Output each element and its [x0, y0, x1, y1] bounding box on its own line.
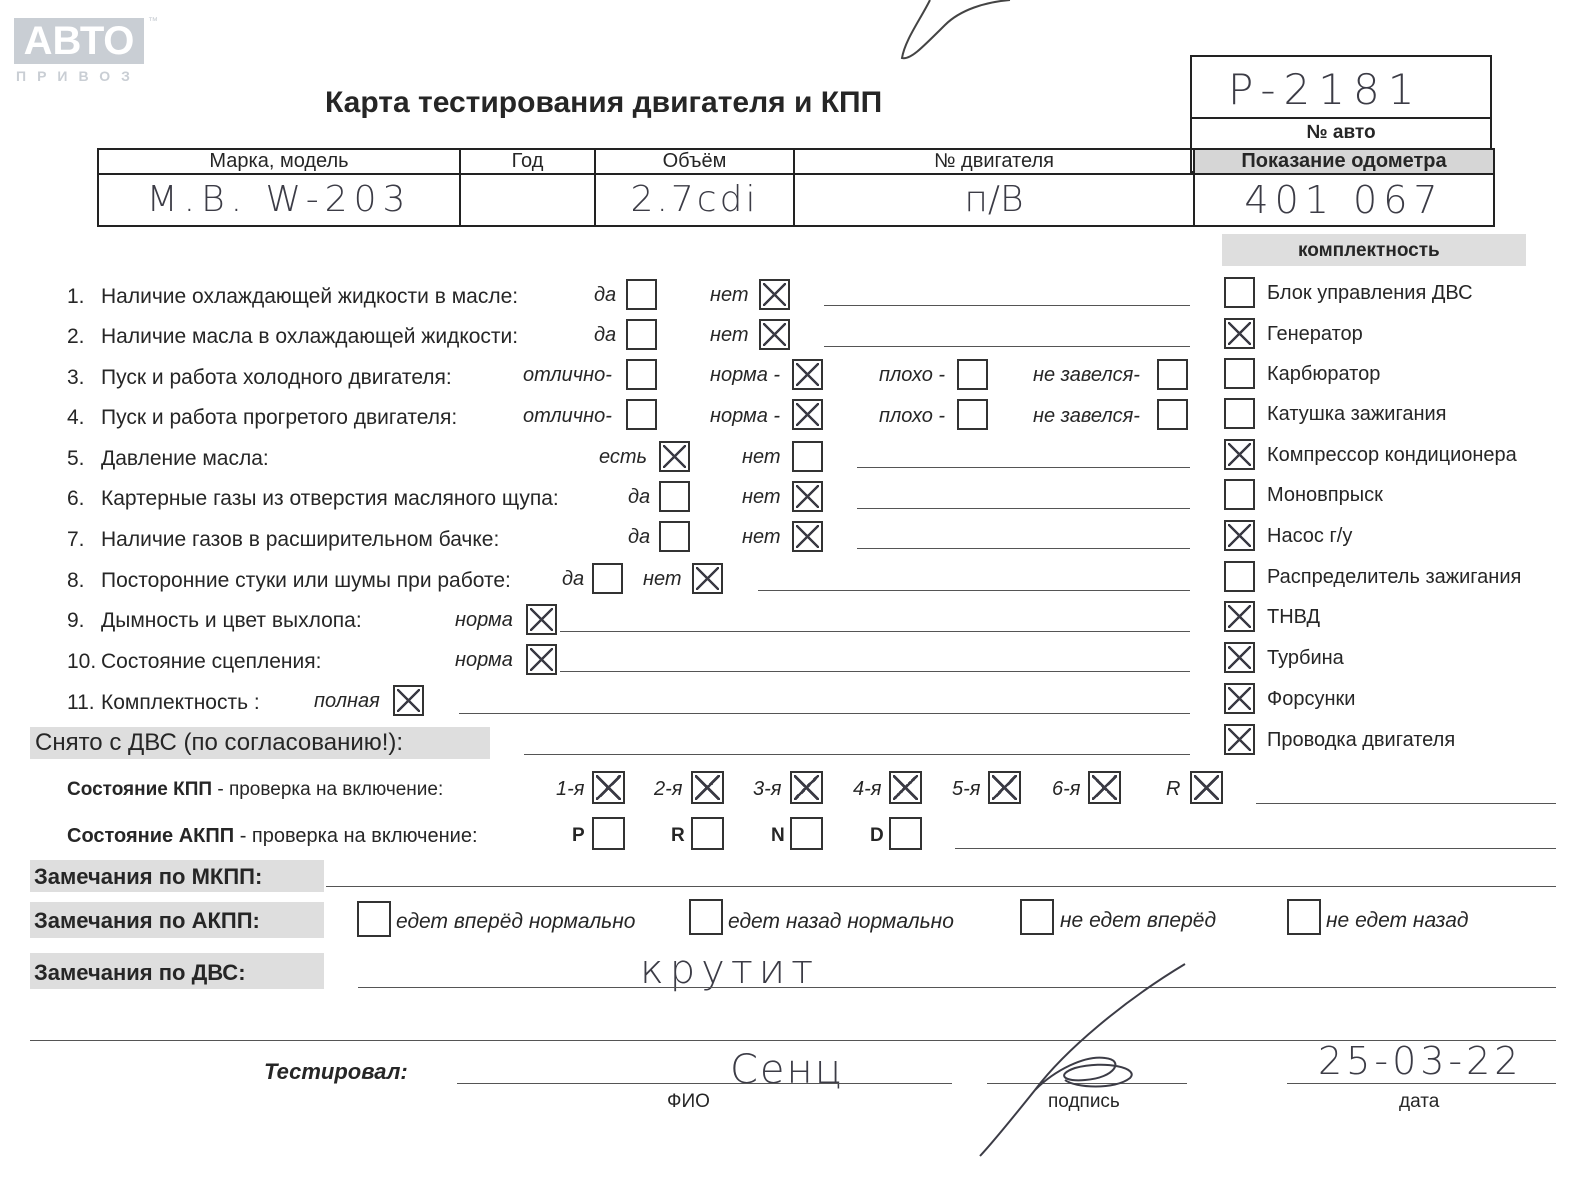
option-label: отлично- — [523, 405, 612, 427]
option-label: да — [628, 526, 651, 548]
question-number: 2. — [67, 325, 85, 348]
akpp-gear-checkbox[interactable] — [691, 817, 724, 850]
fio-line — [457, 1083, 952, 1084]
col-odometer: Показание одометра — [1194, 149, 1494, 174]
col-engine-number: № двигателя — [794, 149, 1194, 174]
question-number: 11. — [67, 691, 95, 714]
logo-tm: ™ — [148, 16, 158, 27]
akpp-remark-label: не едет назад — [1326, 909, 1469, 932]
option-label: отлично- — [523, 364, 612, 386]
kit-label: Форсунки — [1267, 688, 1356, 710]
question-text: Посторонние стуки или шумы при работе: — [101, 569, 511, 592]
option-label: нет — [710, 284, 749, 306]
value-year — [460, 174, 595, 226]
question-number: 5. — [67, 447, 85, 470]
option-label: полная — [314, 690, 380, 712]
akpp-remark-checkbox[interactable] — [689, 899, 723, 935]
option-checkbox[interactable] — [792, 481, 823, 512]
gear-checkbox[interactable] — [988, 771, 1021, 804]
option-label: да — [594, 284, 617, 306]
removed-line — [524, 754, 1190, 755]
question-text: Наличие охлаждающей жидкости в масле: — [101, 285, 519, 308]
remarks-dvs-label: Замечания по ДВС: — [34, 960, 246, 985]
pen-stroke-top — [890, 0, 1050, 70]
option-checkbox[interactable] — [792, 399, 823, 430]
gear-checkbox[interactable] — [790, 771, 823, 804]
gear-label: 1-я — [556, 778, 585, 800]
option-checkbox[interactable] — [1157, 399, 1188, 430]
option-label: норма — [455, 609, 513, 631]
question-number: 4. — [67, 406, 85, 429]
gear-label: 3-я — [753, 778, 782, 800]
option-label: нет — [742, 446, 781, 468]
question-number: 9. — [67, 609, 85, 632]
option-label: да — [562, 568, 585, 590]
option-label: нет — [643, 568, 682, 590]
question-number: 7. — [67, 528, 85, 551]
question-text: Пуск и работа прогретого двигателя: — [101, 406, 458, 429]
kpp-line — [1256, 803, 1556, 804]
kit-checkbox[interactable] — [1224, 601, 1255, 632]
remarks-dvs-value: крутит — [640, 947, 820, 993]
kit-title: комплектность — [1298, 240, 1440, 261]
option-checkbox[interactable] — [1157, 359, 1188, 390]
akpp-gear-checkbox[interactable] — [889, 817, 922, 850]
fio-caption: ФИО — [667, 1091, 710, 1112]
gear-label: 5-я — [952, 778, 981, 800]
option-label: не завелся- — [1033, 405, 1140, 427]
akpp-gear-checkbox[interactable] — [790, 817, 823, 850]
logo-subtitle: ПРИВОЗ — [16, 68, 141, 84]
value-engine-number: п/В — [794, 174, 1194, 226]
option-checkbox[interactable] — [659, 481, 690, 512]
vehicle-header-table — [97, 148, 1495, 227]
option-label: да — [594, 324, 617, 346]
question-text: Давление масла: — [101, 447, 269, 470]
answer-line — [857, 467, 1190, 468]
akpp-gear-label: N — [771, 825, 785, 846]
kit-checkbox[interactable] — [1224, 642, 1255, 673]
option-label: не завелся- — [1033, 364, 1140, 386]
option-label: норма - — [710, 364, 781, 386]
answer-line — [824, 305, 1190, 306]
option-checkbox[interactable] — [692, 563, 723, 594]
kit-checkbox[interactable] — [1224, 561, 1255, 592]
option-checkbox[interactable] — [626, 359, 657, 390]
option-checkbox[interactable] — [957, 399, 988, 430]
option-checkbox[interactable] — [626, 319, 657, 350]
option-checkbox[interactable] — [626, 279, 657, 310]
page-title: Карта тестирования двигателя и КПП — [325, 86, 883, 119]
option-checkbox[interactable] — [792, 359, 823, 390]
auto-number-value: P-2181 — [1228, 65, 1423, 114]
option-label: нет — [742, 526, 781, 548]
option-label: норма — [455, 649, 513, 671]
col-volume: Объём — [595, 149, 794, 174]
option-checkbox[interactable] — [759, 319, 790, 350]
removed-label: Снято с ДВС (по согласованию!): — [35, 729, 404, 756]
akpp-gear-checkbox[interactable] — [592, 817, 625, 850]
akpp-remark-checkbox[interactable] — [1287, 899, 1321, 935]
value-odometer: 401 067 — [1194, 174, 1494, 226]
remarks-mkpp-label: Замечания по МКПП: — [34, 864, 263, 889]
answer-line — [758, 590, 1190, 591]
gear-checkbox[interactable] — [1190, 771, 1223, 804]
answer-line — [857, 508, 1190, 509]
remarks-akpp-label: Замечания по АКПП: — [34, 908, 260, 933]
kit-label: Карбюратор — [1267, 363, 1381, 385]
option-label: норма - — [710, 405, 781, 427]
kit-checkbox[interactable] — [1224, 479, 1255, 510]
kit-checkbox[interactable] — [1224, 683, 1255, 714]
akpp-gear-label: P — [572, 825, 585, 846]
option-checkbox[interactable] — [526, 644, 557, 675]
signature — [955, 960, 1195, 1160]
date-value: 25-03-22 — [1318, 1039, 1523, 1083]
question-text: Дымность и цвет выхлопа: — [101, 609, 362, 632]
akpp-gear-label: D — [870, 825, 884, 846]
option-checkbox[interactable] — [592, 563, 623, 594]
kit-label: Проводка двигателя — [1267, 729, 1456, 751]
gear-checkbox[interactable] — [592, 771, 625, 804]
value-make-model: M.B. W-203 — [98, 174, 460, 226]
akpp-gear-label: R — [671, 825, 685, 846]
question-text: Состояние сцепления: — [101, 650, 322, 673]
question-number: 3. — [67, 366, 85, 389]
value-volume: 2.7cdi — [595, 174, 794, 226]
akpp-line — [955, 848, 1556, 849]
option-label: нет — [710, 324, 749, 346]
option-label: есть — [599, 446, 648, 468]
gear-checkbox[interactable] — [1088, 771, 1121, 804]
akpp-remark-label: едет вперёд нормально — [396, 910, 636, 933]
answer-line — [824, 346, 1190, 347]
option-label: да — [628, 486, 651, 508]
option-checkbox[interactable] — [792, 441, 823, 472]
option-label: нет — [742, 486, 781, 508]
kit-checkbox[interactable] — [1224, 398, 1255, 429]
question-text: Наличие газов в расширительном бачке: — [101, 528, 500, 551]
question-number: 6. — [67, 487, 85, 510]
option-checkbox[interactable] — [659, 521, 690, 552]
gear-label: 6-я — [1052, 778, 1081, 800]
answer-line — [560, 671, 1190, 672]
akpp-remark-checkbox[interactable] — [357, 901, 391, 937]
col-year: Год — [460, 149, 595, 174]
option-checkbox[interactable] — [792, 521, 823, 552]
kit-label: Насос г/у — [1267, 525, 1353, 547]
option-checkbox[interactable] — [759, 279, 790, 310]
akpp-label: Состояние АКПП - проверка на включение: — [67, 825, 478, 847]
kit-label: Генератор — [1267, 323, 1363, 345]
kit-label: Моновпрыск — [1267, 484, 1383, 506]
remarks-mkpp-line — [326, 886, 1556, 887]
option-checkbox[interactable] — [626, 399, 657, 430]
gear-checkbox[interactable] — [691, 771, 724, 804]
akpp-remark-checkbox[interactable] — [1020, 899, 1054, 935]
kit-label: Турбина — [1267, 647, 1344, 669]
answer-line — [857, 548, 1190, 549]
date-caption: дата — [1399, 1091, 1440, 1112]
question-number: 1. — [67, 285, 85, 308]
auto-number-label: № авто — [1306, 122, 1376, 143]
option-checkbox[interactable] — [526, 604, 557, 635]
question-number: 10. — [67, 650, 97, 673]
kit-label: Распределитель зажигания — [1267, 566, 1522, 588]
answer-line — [459, 713, 1190, 714]
kit-label: Компрессор кондиционера — [1267, 444, 1517, 466]
question-text: Комплектность : — [101, 691, 260, 714]
signature-caption: подпись — [1048, 1091, 1120, 1112]
kit-label: ТНВД — [1267, 606, 1321, 628]
question-number: 8. — [67, 569, 85, 592]
kit-checkbox[interactable] — [1224, 358, 1255, 389]
fio-value: Сенц — [730, 1047, 844, 1093]
question-text: Картерные газы из отверстия масляного щупа: — [101, 487, 559, 510]
col-make-model: Марка, модель — [98, 149, 460, 174]
gear-checkbox[interactable] — [889, 771, 922, 804]
logo-brand: АВТО — [14, 18, 144, 64]
kit-checkbox[interactable] — [1224, 277, 1255, 308]
option-label: плохо - — [879, 405, 946, 427]
tested-by-label: Тестировал: — [264, 1059, 408, 1084]
date-line — [1287, 1083, 1556, 1084]
gear-label: R — [1166, 778, 1181, 800]
option-checkbox[interactable] — [393, 685, 424, 716]
question-text: Наличие масла в охлаждающей жидкости: — [101, 325, 519, 348]
kit-checkbox[interactable] — [1224, 439, 1255, 470]
kit-checkbox[interactable] — [1224, 520, 1255, 551]
gear-label: 2-я — [654, 778, 683, 800]
option-label: плохо - — [879, 364, 946, 386]
option-checkbox[interactable] — [957, 359, 988, 390]
kit-label: Блок управления ДВС — [1267, 282, 1473, 304]
akpp-remark-label: не едет вперёд — [1060, 909, 1217, 932]
akpp-remark-label: едет назад нормально — [728, 910, 954, 933]
kit-checkbox[interactable] — [1224, 724, 1255, 755]
kit-label: Катушка зажигания — [1267, 403, 1447, 425]
kit-checkbox[interactable] — [1224, 318, 1255, 349]
kpp-label: Состояние КПП - проверка на включение: — [67, 779, 444, 800]
answer-line — [560, 631, 1190, 632]
gear-label: 4-я — [853, 778, 882, 800]
option-checkbox[interactable] — [659, 441, 690, 472]
question-text: Пуск и работа холодного двигателя: — [101, 366, 452, 389]
